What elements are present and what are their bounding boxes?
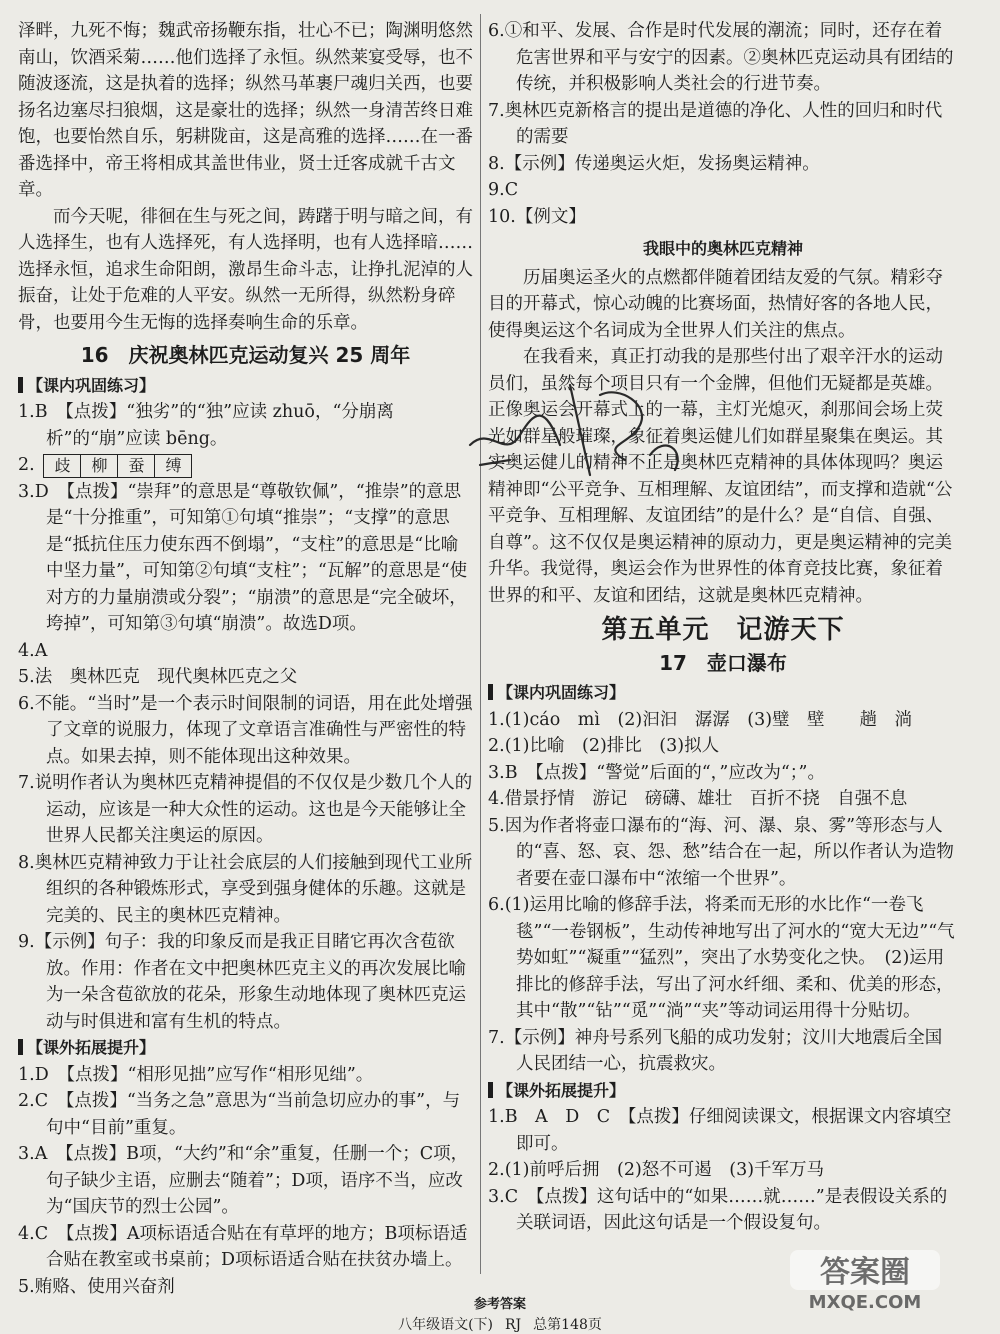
answer-16-2 <box>18 452 473 479</box>
left-column <box>18 18 473 1300</box>
character-box: 歧 <box>43 454 81 478</box>
answer-17-3: 3.B 【点拨】“警觉”后面的“，”应改为“；”。 <box>488 762 825 783</box>
footer-edition: RJ <box>505 1317 522 1333</box>
section-inclass-17-label: 【课内巩固练习】 <box>497 683 626 702</box>
footer-label: 参考答案 <box>473 1297 526 1312</box>
character-box: 蚕 <box>117 454 155 478</box>
answer-16-8: 8.奥林匹克精神致力于让社会底层的人们接触到现代工业所组织的各种锻炼形式，享受到强身健体的乐趣。这就是完美的、民主的奥林匹克精神。 <box>18 852 473 926</box>
extension-16-1: 1.D 【点拨】“相形见拙”应写作“相形见绌”。 <box>18 1064 374 1085</box>
extension-16-4: 4.C 【点拨】A项标语适合贴在有草坪的地方；B项标语适合贴在教室或书桌前；D项标语适合贴在扶贫办墙上。 <box>18 1223 468 1270</box>
section-extension-16 <box>18 1035 473 1062</box>
extension-17-2: 2.(1)前呼后拥 (2)怒不可遏 (3)千军万马 <box>488 1160 825 1180</box>
footer-page-number: 总第148页 <box>533 1317 602 1333</box>
answer-17-4: 4.借景抒情 游记 磅礴、雄壮 百折不挠 自强不息 <box>488 789 908 809</box>
lesson-16-title: 16 庆祝奥林匹克运动复兴 25 周年 <box>80 343 411 367</box>
answer-16-9b: 9.C <box>488 180 519 200</box>
right-column <box>488 18 958 1237</box>
column-divider <box>480 14 481 1274</box>
answer-17-6: 6.(1)运用比喻的修辞手法，将柔而无形的水比作“一卷飞毯”“一卷钢板”，生动传神地写出了河水的“宽大无边”“气势如虹”“凝重”“猛烈”，突出了水势变化之快。 (2)运用排比的修辞手法，写出了河水纤细、柔和、优美的形态，其中“散”“钻”“觅”“淌”“夹”等动词运用得十分贴切。 <box>488 895 955 1021</box>
section-extension-17-label: 【课外拓展提升】 <box>497 1080 626 1100</box>
character-boxes <box>43 454 191 478</box>
essay-continuation-2: 而今天呢，徘徊在生与死之间，踌躇于明与暗之间，有人选择生，也有人选择死，有人选择明，也有人选择暗……选择永恒，追求生命阳朗，激昂生命斗志，让挣扎泥淖的人振奋，让处于危难的人平安。纵然一无所得，纵然粉身碎骨，也要用今生无悔的选择奏响生命的乐章。 <box>18 206 473 333</box>
section-inclass-17 <box>488 680 958 707</box>
answer-16-2-number: 2. <box>18 455 35 475</box>
page-footer <box>0 1293 1000 1334</box>
lesson-17-title: 17 壶口瀑布 <box>659 650 787 675</box>
answer-16-5: 5.法 奥林匹克 现代奥林匹克之父 <box>18 667 298 687</box>
unit-five-title: 第五单元 记游天下 <box>601 615 845 645</box>
section-extension-17 <box>488 1078 958 1105</box>
answer-16-9: 9.【示例】句子：我的印象反而是我正目睹它再次含苞欲放。作用：作者在文中把奥林匹克主义的再次发展比喻为一朵含苞欲放的花朵，形象生动地体现了奥林匹克运动与时俱进和富有生机的特点。 <box>18 932 466 1032</box>
extension-16-5: 5.贿赂、使用兴奋剂 <box>18 1276 175 1297</box>
answer-17-2: 2.(1)比喻 (2)排比 (3)拟人 <box>488 736 720 756</box>
answer-16-1: 1.B 【点拨】“独劣”的“独”应读 zhuō，“分崩离析”的“崩”应读 bēng。 <box>18 402 394 449</box>
extension-16-3: 3.A 【点拨】B项，“大约”和“余”重复，任删一个；C项，句子缺少主语，应删去“随着”；D项，语序不当，应改为“国庆节的烈士公园”。 <box>18 1144 469 1217</box>
section-extension-16-label: 【课外拓展提升】 <box>27 1038 156 1057</box>
answer-16-6b: 6.①和平、发展、合作是时代发展的潮流；同时，还存在着危害世界和平与安宁的因素。②奥林匹克运动具有团结的传统，并积极影响人类社会的行进节奏。 <box>488 21 954 94</box>
watermark-text: 答案圈 <box>820 1255 910 1290</box>
answer-16-7: 7.说明作者认为奥林匹克精神提倡的不仅仅是少数几个人的运动，应该是一种大众性的运动。这也是今天能够让全世界人民都关注奥运的原因。 <box>18 773 473 846</box>
footer-grade: 八年级语文(下) <box>398 1317 494 1333</box>
section-inclass-16-label: 【课内巩固练习】 <box>27 375 156 395</box>
character-box: 缚 <box>154 454 192 478</box>
answer-16-8b: 8.【示例】传递奥运火炬，发扬奥运精神。 <box>488 153 820 174</box>
extension-17-3: 3.C 【点拨】这句话中的“如果……就……”是表假设关系的关联词语，因此这句话是一个假设复句。 <box>488 1186 948 1233</box>
character-box: 柳 <box>80 454 118 478</box>
answer-16-3: 3.D 【点拨】“崇拜”的意思是“尊敬钦佩”，“推崇”的意思是“十分推重”，可知第①句填“推崇”；“支撑”的意思是“抵抗住压力使东西不倒塌”，“支柱”的意思是“比喻中坚力量”，可知第②句填“支柱”；“瓦解”的意思是“使对方的力量崩溃或分裂”；“崩溃”的意思是“完全破坏，垮掉”，可知第③句填“崩溃”。故选D项。 <box>18 481 468 634</box>
essay-continuation-1: 泽畔，九死不悔；魏武帝扬鞭东指，壮心不已；陶渊明悠然南山，饮酒采菊……他们选择了永恒。纵然莱宴受辱，也不随波逐流，这是执着的选择；纵然马革裹尸魂归关西，也要扬名边塞尽扫狼烟，这是豪壮的选择；纵然一身清苦终日难饱，也要怡然自乐，躬耕陇亩，这是高雅的选择……在一番番选择中，帝王将相成其盖世伟业，贤士迁客成就千古文章。 <box>18 21 473 200</box>
section-inclass-16 <box>18 373 473 400</box>
extension-17-1: 1.B A D C 【点拨】仔细阅读课文，根据课文内容填空即可。 <box>488 1107 952 1154</box>
essay-paragraph-1: 历届奥运圣火的点燃都伴随着团结友爱的气氛。精彩夺目的开幕式，惊心动魄的比赛场面，热情好客的各地人民，使得奥运这个名词成为全世界人们关注的焦点。 <box>488 267 943 341</box>
watermark-url: MXQE.COM <box>808 1292 922 1313</box>
essay-paragraph-2: 在我看来，真正打动我的是那些付出了艰辛汗水的运动员们，虽然每个项目只有一个金牌，但他们无疑都是英雄。正像奥运会开幕式上的一幕，主灯光熄灭，刹那间会场上荧光如群星般璀璨，象征着奥运健儿们如群星聚集在奥运。其实奥运健儿的精神不正是奥林匹克精神的具体体现吗？奥运精神即“公平竞争、互相理解、友谊团结”，而支撑和造就“公平竞争、互相理解、友谊团结”的是什么？是“自信、自强、自尊”。这不仅仅是奥运精神的原动力，更是奥运精神的完美升华。我觉得，奥运会作为世界性的体育竞技比赛，象征着世界的和平、友谊和团结，这就是奥林匹克精神。 <box>488 347 953 606</box>
answer-17-1: 1.(1)cáo mì (2)汩汩 潺潺 (3)璧 壁 趟 淌 <box>488 709 913 730</box>
answer-16-10: 10.【例文】 <box>488 206 586 227</box>
answer-16-4: 4.A <box>18 640 48 661</box>
answer-16-6: 6.不能。“当时”是一个表示时间限制的词语，用在此处增强了文章的说服力，体现了文章语言准确性与严密性的特点。如果去掉，则不能体现出这种效果。 <box>18 693 473 767</box>
answer-17-7: 7.【示例】神舟号系列飞船的成功发射；汶川大地震后全国人民团结一心，抗震救灾。 <box>488 1027 943 1074</box>
answer-17-5: 5.因为作者将壶口瀑布的“海、河、瀑、泉、雾”等形态与人的“喜、怒、哀、怨、愁”结合在一起，所以作者认为造物者要在壶口瀑布中“浓缩一个世界”。 <box>488 815 954 889</box>
extension-16-2: 2.C 【点拨】“当务之急”意思为“当前急切应办的事”，与句中“目前”重复。 <box>18 1091 461 1138</box>
answer-16-7b: 7.奥林匹克新格言的提出是道德的净化、人性的回归和时代的需要 <box>488 100 943 147</box>
essay-title: 我眼中的奥林匹克精神 <box>642 239 803 258</box>
footer-info <box>392 1317 608 1333</box>
